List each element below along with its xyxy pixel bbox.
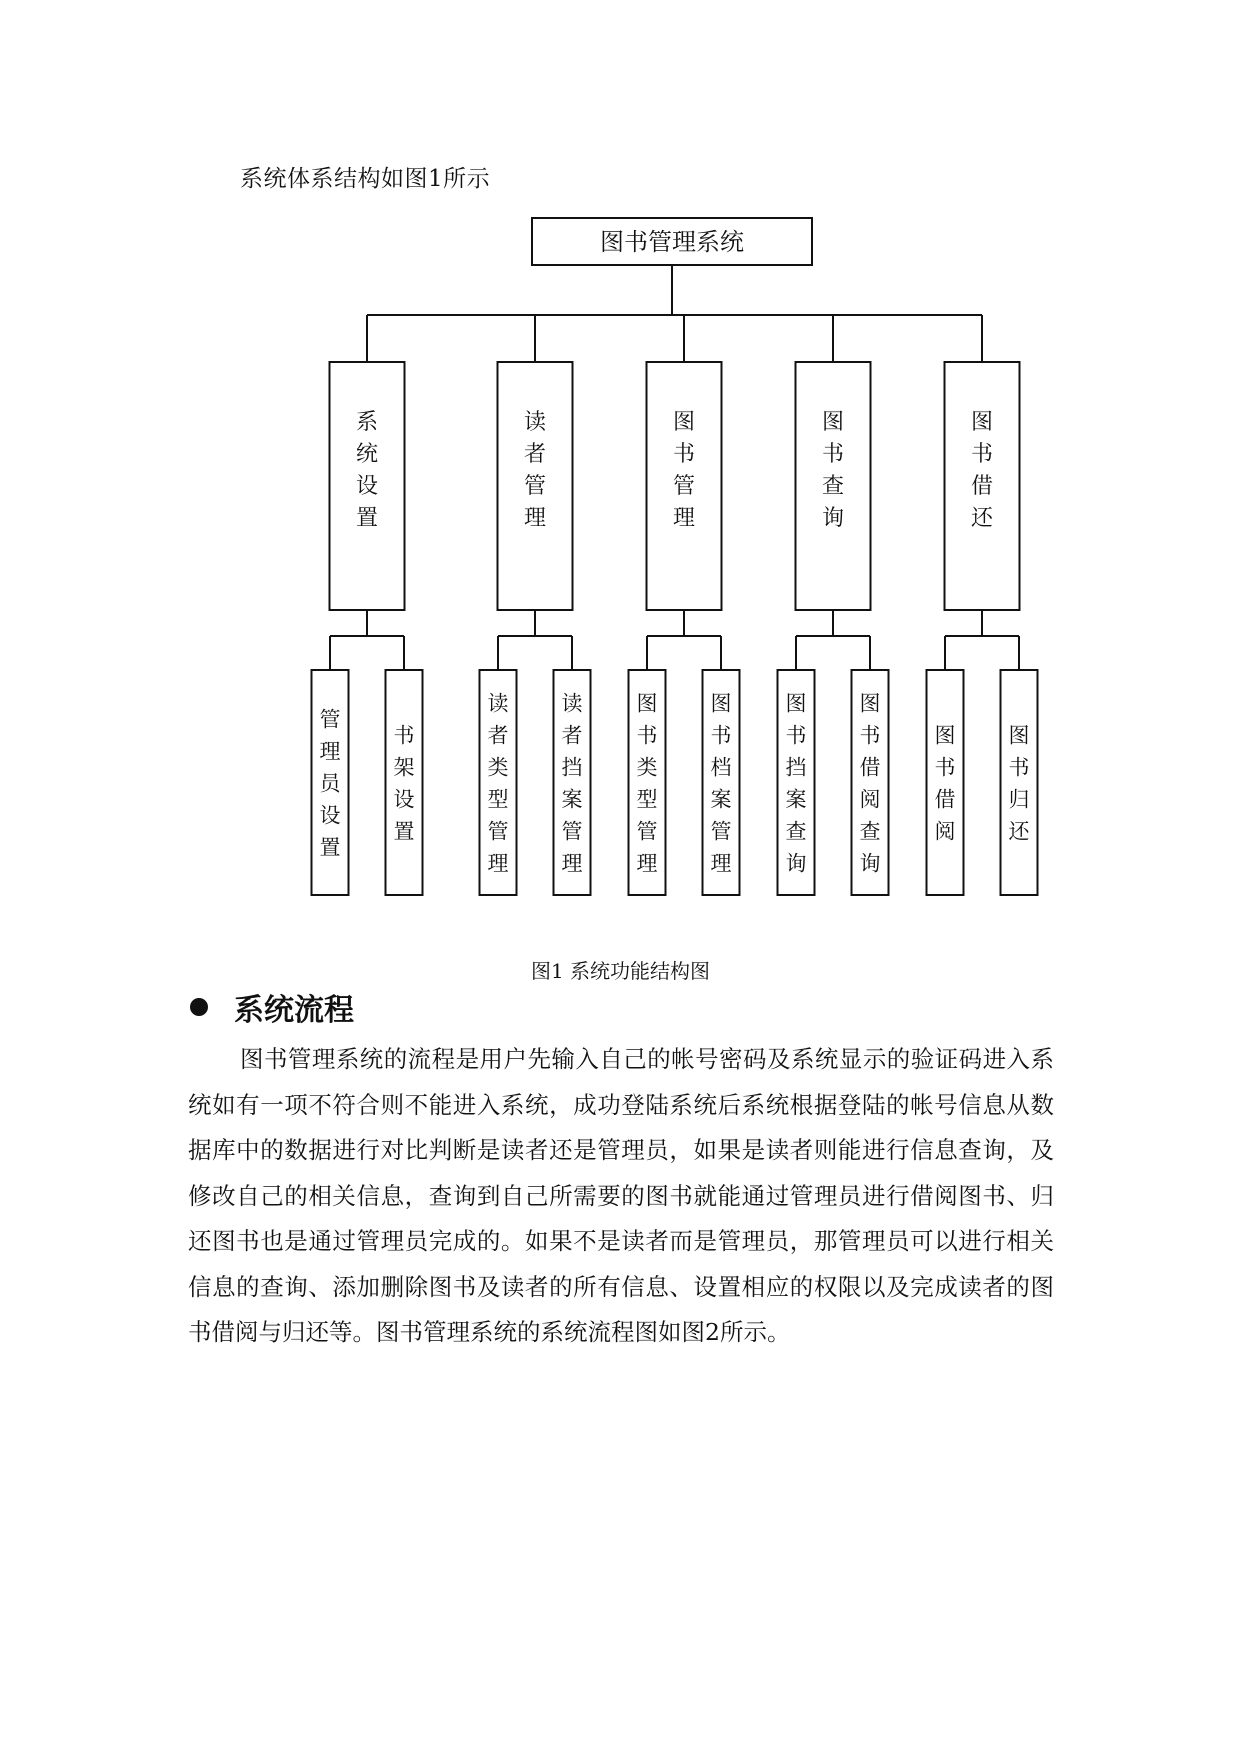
submodule-label-char: 还 — [1008, 819, 1030, 844]
submodule-label-char: 图 — [1008, 723, 1030, 748]
submodule-label-char: 者 — [487, 723, 509, 748]
submodule-label-char: 设 — [319, 803, 341, 828]
submodule-box — [386, 670, 423, 895]
submodule-label-char: 员 — [319, 771, 341, 796]
figure-caption: 图1 系统功能结构图 — [530, 959, 711, 983]
module-label-char: 置 — [355, 506, 379, 531]
module-label-char: 图 — [821, 410, 845, 435]
submodule-label-char: 读 — [561, 691, 583, 716]
submodule-label-char: 归 — [1008, 787, 1030, 812]
submodule-label-char: 图 — [785, 691, 807, 716]
submodule-label-char: 阅 — [934, 819, 956, 844]
submodule-label-char: 图 — [934, 723, 956, 748]
submodule-label-char: 架 — [393, 755, 415, 780]
submodule-label-char: 案 — [561, 787, 583, 812]
module-label-char: 图 — [672, 410, 696, 435]
submodule-label-char: 管 — [636, 819, 658, 844]
submodule-label-char: 书 — [636, 723, 658, 748]
submodule-label-char: 阅 — [859, 787, 881, 812]
submodule-label-char: 书 — [1008, 755, 1030, 780]
submodule-label-char: 图 — [859, 691, 881, 716]
submodule-label-char: 图 — [636, 691, 658, 716]
submodule-label-char: 型 — [487, 787, 509, 812]
submodule-label-char: 型 — [636, 787, 658, 812]
submodule-label-char: 置 — [319, 835, 341, 860]
module-label-char: 读 — [523, 410, 547, 435]
submodule-label-char: 理 — [319, 739, 341, 764]
submodule-label-char: 挡 — [785, 755, 807, 780]
submodule-label-char: 者 — [561, 723, 583, 748]
section-heading-text: 系统流程 — [234, 993, 354, 1028]
submodule-label-char: 理 — [710, 851, 732, 876]
submodule-label-char: 管 — [487, 819, 509, 844]
submodule-label-char: 借 — [934, 787, 956, 812]
submodule-label-char: 理 — [487, 851, 509, 876]
module-label-char: 询 — [821, 506, 845, 531]
submodule-label-char: 案 — [785, 787, 807, 812]
submodule-label-char: 理 — [636, 851, 658, 876]
module-label-char: 借 — [970, 474, 994, 499]
submodule-label-char: 管 — [319, 707, 341, 732]
submodule-label-char: 读 — [487, 691, 509, 716]
submodule-label-char: 管 — [561, 819, 583, 844]
submodule-label-char: 挡 — [561, 755, 583, 780]
submodule-label-char: 类 — [636, 755, 658, 780]
submodule-label-char: 理 — [561, 851, 583, 876]
submodule-label-char: 询 — [859, 851, 881, 876]
submodule-label-char: 书 — [859, 723, 881, 748]
submodule-label-char: 图 — [710, 691, 732, 716]
module-label-char: 管 — [672, 474, 696, 499]
module-label-char: 图 — [970, 410, 994, 435]
submodule-label-char: 查 — [785, 819, 807, 844]
submodule-label-char: 询 — [785, 851, 807, 876]
submodule-label-char: 书 — [785, 723, 807, 748]
module-label-char: 还 — [970, 506, 994, 531]
submodule-label-char: 设 — [393, 787, 415, 812]
module-label-char: 理 — [523, 506, 547, 531]
submodule-label-char: 案 — [710, 787, 732, 812]
module-label-char: 理 — [672, 506, 696, 531]
submodule-label-char: 书 — [710, 723, 732, 748]
intro-text: 系统体系结构如图1所示 — [240, 166, 491, 192]
bullet-icon — [190, 998, 208, 1016]
module-label-char: 设 — [355, 474, 379, 499]
submodule-box — [927, 670, 964, 895]
module-label-char: 查 — [821, 474, 845, 499]
submodule-label-char: 类 — [487, 755, 509, 780]
submodule-label-char: 管 — [710, 819, 732, 844]
module-label-char: 者 — [523, 442, 547, 467]
submodule-label-char: 书 — [934, 755, 956, 780]
submodule-label-char: 借 — [859, 755, 881, 780]
submodule-label-char: 书 — [393, 723, 415, 748]
submodule-label-char: 查 — [859, 819, 881, 844]
module-label-char: 书 — [672, 442, 696, 467]
section-heading — [190, 985, 354, 1029]
module-label-char: 书 — [970, 442, 994, 467]
module-label-char: 系 — [355, 410, 379, 435]
module-label-char: 书 — [821, 442, 845, 467]
submodule-label-char: 置 — [393, 819, 415, 844]
module-label-char: 管 — [523, 474, 547, 499]
submodule-box — [1001, 670, 1038, 895]
module-label-char: 统 — [355, 442, 379, 467]
root-label: 图书管理系统 — [600, 228, 744, 256]
body-paragraph: 图书管理系统的流程是用户先输入自己的帐号密码及系统显示的验证码进入系统如有一项不符合则不能进入系统，成功登陆系统后系统根据登陆的帐号信息从数据库中的数据进行对比判断是读者还是管理员，如果是读者则能进行信息查询，及修改自己的相关信息，查询到自己所需要的图书就能通过管理员进行借阅图书、归还图书也是通过管理员完成的。如果不是读者而是管理员，那管理员可以进行相关信息的查询、添加删除图书及读者的所有信息、设置相应的权限以及完成读者的图书借阅与归还等。图书管理系统的系统流程图如图2所示。 — [188, 1045, 1054, 1346]
submodule-label-char: 档 — [710, 755, 732, 780]
